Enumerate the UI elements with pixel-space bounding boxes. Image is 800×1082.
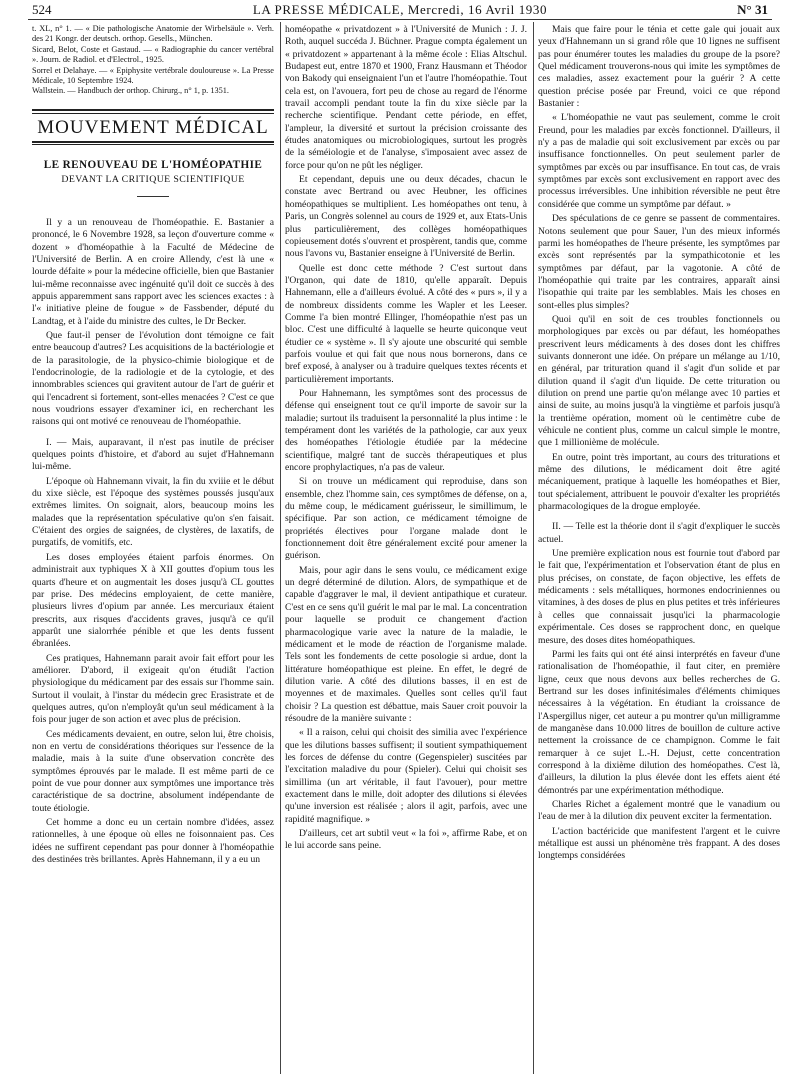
column-divider bbox=[280, 22, 281, 1074]
paragraph: Parmi les faits qui ont été ainsi interprétés en faveur d'une rationalisation de l'homéopathie, il faut citer, en première ligne, ceux que nous devons aux belles recherches de G. Bertrand sur les doses infinitésimales d'éléments chimiques nécessaires à la végétation. En étudiant la croissance de l'Aspergillus niger, cet auteur a pu montrer qu'un milligramme de manganèse dans 10.000 litres de bouillon de culture active nettement la croissance de ce champignon. Comme le fait remarquer à ce sujet L.-H. Dejust, cette concentration correspond à la dixième dilution des homéopathes. C'est là, d'ailleurs, la dilution la plus élevée dont les effets aient été démontrés par une expérimentation méthodique. bbox=[538, 648, 780, 796]
header-rule bbox=[28, 19, 772, 20]
section-title: MOUVEMENT MÉDICAL bbox=[32, 113, 274, 143]
paragraph: I. — Mais, auparavant, il n'est pas inutile de préciser quelques points d'histoire, et d'abord au sujet d'Hahnemann lui-même. bbox=[32, 436, 274, 473]
paragraph: Mais, pour agir dans le sens voulu, ce médicament exige un degré déterminé de dilution. Alors, de sympathique et de capable d'aggraver le mal, il devient antipathique et curateur. C'est en ce sens qu'il guérit le mal par le mal. La concentration pour laquelle se produit ce changement d'action pharmacologique varie avec la nature de la maladie, le médicament et le mode de réaction de l'organisme malade. Tels sont les fondements de cette posologie si ardue, dont la littérature homéopathique est pleine. En effet, le degré de dilution varie. A côté des dilutions basses, il en est de moyennes et de maximales. Quelles sont celles qu'il faut choisir ? La question est débattue, mais Sauer croit pouvoir la résoudre de la manière suivante : bbox=[285, 564, 527, 724]
page-number: 524 bbox=[32, 2, 52, 17]
paragraph: Ces médicaments devaient, en outre, selon lui, être choisis, non en vertu de considérations théoriques sur l'essence de la maladie, mais à la suite d'une observation concrète des symptômes éprouvés par le malade. Il est même parti de ce point de vue pour donner aux symptômes une importance très caractéristique de sa doctrine, absolument indépendante de toute étiologie. bbox=[32, 728, 274, 814]
quotation: « L'homéopathie ne vaut pas seulement, comme le croit Freund, pour les maladies par excès fonctionnel. D'ailleurs, il n'y a pas de maladie qui soit exclusivement par excès ou par insuffisance fonctionnelles. On peut seulement parler de symptômes par excès ou par insuffisance. En tout cas, de vrais symptômes par excès sont exclusivement en rapport avec des processus irréversibles. Une inhibition réversible ne peut être considérée que comme un symptôme par défaut. » bbox=[538, 112, 780, 210]
paragraph: Si on trouve un médicament qui reproduise, dans son ensemble, chez l'homme sain, ces symptômes de défense, on a, du même coup, le médicament guérisseur, le simillimum, le spécifique. Par son action, ce médicament témoigne de propriétés électives pour l'organe malade dont le fonctionnement doit être généralement excité pour amener la guérison. bbox=[285, 476, 527, 562]
article-subtitle: DEVANT LA CRITIQUE SCIENTIFIQUE bbox=[61, 173, 245, 185]
reference: Sorrel et Delahaye. — « Epiphysite vertébrale douloureuse ». La Presse Médicale, 10 Septembre 1924. bbox=[32, 65, 274, 86]
references bbox=[32, 24, 274, 97]
journal-title: LA PRESSE MÉDICALE, Mercredi, 16 Avril 1930 bbox=[252, 2, 548, 17]
paragraph: L'action bactéricide que manifestent l'argent et le cuivre métallique est aussi un phénomène très frappant. A des doses longtemps considérées bbox=[538, 825, 780, 862]
paragraph: Charles Richet a également montré que le vanadium ou l'eau de mer à la dilution dix peuvent exciter la fermentation. bbox=[538, 798, 780, 823]
reference: t. XL, n° 1. — « Die pathologische Anatomie der Wirbelsäule ». Verh. des 21 Kongr. der deutsch. orthop. Gesells., München. bbox=[32, 24, 274, 44]
column-3 bbox=[538, 24, 780, 865]
title-rule bbox=[137, 196, 169, 197]
reference: Wallstein. — Handbuch der orthop. Chirurg., n° 1, p. 1351. bbox=[32, 86, 229, 96]
paragraph: Ces pratiques, Hahnemann parait avoir fait effort pour les améliorer. D'abord, il exigeait qu'on étudiât l'action physiologique du médicament par des essais sur l'homme sain. Surtout il voulait, à l'instar du médecin grec Erasistrate et de quelques autres, qu'on n'employât qu'un seul médicament à la fois pour juger de son action et avec plus de précision. bbox=[32, 652, 274, 726]
paragraph: II. — Telle est la théorie dont il s'agit d'expliquer le succès actuel. bbox=[538, 521, 780, 545]
reference: Sicard, Belot, Coste et Gastaud. — « Radiographie du cancer vertébral ». Journ. de Radiol. et d'Electrol., 1925. bbox=[32, 44, 274, 65]
issue-number: N° 31 bbox=[737, 2, 768, 17]
paragraph: Cet homme a donc eu un certain nombre d'idées, assez rationnelles, à une époque où elles ne foisonnaient pas. Ces idées ne suffirent cependant pas pour donner à l'homéopathie des destinées très brillantes. Après Hahnemann, il y a eu un bbox=[32, 817, 274, 866]
column-1 bbox=[32, 24, 274, 868]
article-title: LE RENOUVEAU DE L'HOMÉOPATHIE bbox=[43, 159, 263, 172]
quotation: « Il a raison, celui qui choisit des similia avec l'expérience que les dilutions basses suffisent; il soutient sympathiquement les forces de défense du contre (Gegenspieler) suscitées par l'excitation maladive du pour (Spieler). Celui qui choisit ses simillima (un art véritable, il faut l'avouer), pour mettre exactement dans le mille, doit adopter des dilutions si élevées qu'une inversion est réalisée ; alors il agit, parfois, avec une rapidité magnifique. » bbox=[285, 727, 527, 825]
column-divider bbox=[533, 22, 534, 1074]
paragraph: Une première explication nous est fournie tout d'abord par le fait que, l'expérimentation et l'observation étant de plus en plus précises, on constate, de façon objective, les effets de médicaments : sels métalliques, hormones endocriniennes ou vitamines, à des doses de plus en plus petites et très inférieures à celles que connaissait jusqu'ici la pharmacologie expérimentale. Ces doses se rapprochent donc, en quelque mesure, des doses dites homéopathiques. bbox=[538, 548, 780, 646]
paragraph: Et cependant, depuis une ou deux décades, chacun le constate avec Bertrand ou avec Heubner, les officines homéopathiques se multiplient. Les homéopathes ont tenu, à Paris, un Congrès solennel au cours de 1929 et, aux Etats-Unis plus particulièrement, des collèges homéopathiques copieusement dotés s'ouvrent et prospèrent, tandis que, comme nous l'avons vu, Bastanier enseigne à l'Université de Berlin. bbox=[285, 174, 527, 260]
paragraph: homéopathe « privatdozent » à l'Université de Munich : J. J. Roth, auquel succéda J. Büchner. Prague compta également un « privatdozent » appartenant à la même école : Elias Altschul. Budapest eut, entre 1870 et 1900, Franz Hausmann et Théodor von Bakody qui enseignaient l'un et l'autre l'homéopathie. Tout cela est, on l'avouera, fort peu de chose au regard de l'énorme travail accompli pendant toute la fin du xixe siècle par la recherche scientifique. Pendant cette période, en effet, l'ampleur, la diversité et surtout la précision croissante des études anatomiques ou microbiologiques, surtout les progrès de la séméiologie et de l'analyse, s'imposaient avec assez de force pour qu'on ne pût les négliger. bbox=[285, 24, 527, 171]
page-header bbox=[30, 0, 770, 20]
paragraph: Des spéculations de ce genre se passent de commentaires. Notons seulement que pour Sauer, l'un des mieux informés parmi les homéopathes de l'heure présente, les symptômes par excès sont représentés par la sympathicotonie et les symptômes par défaut, par la vagotonie. A côté de l'homéopathie qui traite par les contraires, apparaît ainsi l'isopathie qui traite par les semblables. Mais les choses en sont-elles plus simples? bbox=[538, 213, 780, 311]
column-2 bbox=[285, 24, 527, 855]
paragraph: L'époque où Hahnemann vivait, la fin du xviiie et le début du xixe siècle, est l'époque des systèmes poussés jusqu'aux extrêmes limites. On soignait, alors, beaucoup moins les malades que la représentation spéculative qu'on s'en faisait. C'étaient des orgies de saignées, de clystères, de laxatifs, de purgatifs, de vomitifs, etc. bbox=[32, 475, 274, 549]
paragraph: Mais que faire pour le ténia et cette gale qui jouait aux yeux d'Hahnemann un si grand rôle que 10 lignes ne suffisent pas pour énumérer toutes les maladies du groupe de la psore? Quel médicament trouverons-nous qui imite les symptômes de ces maladies, assez exactement pour la guérir ? A cette question précise posée par Freund, voici ce que répond Bastanier : bbox=[538, 24, 780, 110]
paragraph: En outre, point très important, au cours des triturations et même des dilutions, le médicament doit être agité mécaniquement, pratique à laquelle les homéopathes et Bier, tout spécialement, attribuent le pouvoir d'exalter les propriétés pharmacologiques de la drogue employée. bbox=[538, 451, 780, 513]
paragraph: Quelle est donc cette méthode ? C'est surtout dans l'Organon, qui date de 1810, qu'elle apparaît. Depuis Hahnemann, elle a d'ailleurs évolué. A côté des « purs », il y a de nombreux dissidents comme les Wapler et les Leeser. Comme l'a bien montré Ellinger, l'homéopathie n'est pas un bloc. C'est une difficulté à laquelle se heurte quiconque veut étudier ce « système ». Il s'y ajoute une obscurité qui semble parfois voulue et qui fait que nous nous bornerons, dans ce bref exposé, à analyser ou à traduire quelques textes récents et particulièrement importants. bbox=[285, 262, 527, 385]
paragraph: Quoi qu'il en soit de ces troubles fonctionnels ou morphologiques par excès ou par défaut, les homéopathes prescrivent leurs médicaments à des doses dont les chiffres suivants donneront une idée. On prépare un mélange au 1/10, en général, par trituration quand il s'agit d'un solide et par dilution quand il s'agit d'un liquide. De cette trituration ou dilution on prend une partie qu'on mélange avec 10 parties et ainsi de suite, au moins jusqu'à la vingtième et parfois jusqu'à la trentième opération, moment où le centimètre cube de véhicule ne contient plus, comme un calcul simple le montre, que 1 millionième de molécule. bbox=[538, 313, 780, 449]
section-banner bbox=[32, 109, 274, 145]
paragraph: D'ailleurs, cet art subtil veut « la foi », affirme Rabe, et on le lui accorde sans peine. bbox=[285, 828, 527, 852]
paragraph: Les doses employées étaient parfois énormes. On administrait aux typhiques X à XII gouttes d'opium tous les quarts d'heure et on augmentait les doses jusqu'à CL gouttes par prise. Des médecins employaient, de cette manière, plusieurs livres d'opium par année. Les mercuriaux étaient prescrits, aux risques d'accidents graves, jusqu'à ce qu'il apparût une sialorrhée pénible et que les dents fussent ébranlées. bbox=[32, 551, 274, 650]
paragraph: Il y a un renouveau de l'homéopathie. E. Bastanier a prononcé, le 6 Novembre 1928, sa leçon d'ouverture comme « dozent » d'homéopathie à la Faculté de Médecine de l'Université de Berlin. A en croire Allendy, c'est là une « lourde défaite » pour la médecine officielle, bien que Bastanier lui-même reconnaisse avec ingénuité qu'il doit ce succès à des appuis apparemment sans rapport avec les sciences exactes : à l'« initiative pleine de fougue » de Fassbender, député du Landtag, et à l'aide du ministre des cultes, le Dr Becker. bbox=[32, 216, 274, 327]
paragraph: Pour Hahnemann, les symptômes sont des processus de défense qui enseignent tout ce qu'il importe de savoir sur la maladie; surtout ils traduisent la personnalité la plus intime : le tempérament dont les variétés de la pathologie, car aux yeux des homéopathes l'étiologie étudiée par la médecine scientifique, malgré tant de succès thérapeutiques et plus encore prophylactiques, n'a pas de valeur. bbox=[285, 387, 527, 474]
paragraph: Que faut-il penser de l'évolution dont témoigne ce fait entre beaucoup d'autres? Les acquisitions de la bactériologie et de la parasitologie, de la physico-chimie biologique et de l'endocrinologie, de la radiologie et de la cytologie, et des innombrables sciences qui gravitent autour de l'art de guérir et qui l'encadrent si fortement, sont-elles menacées ? C'est ce que nous voudrions essayer d'examiner ici, en recherchant les raisons qui ont motivé ce renouveau de l'homéopathie. bbox=[32, 329, 274, 428]
